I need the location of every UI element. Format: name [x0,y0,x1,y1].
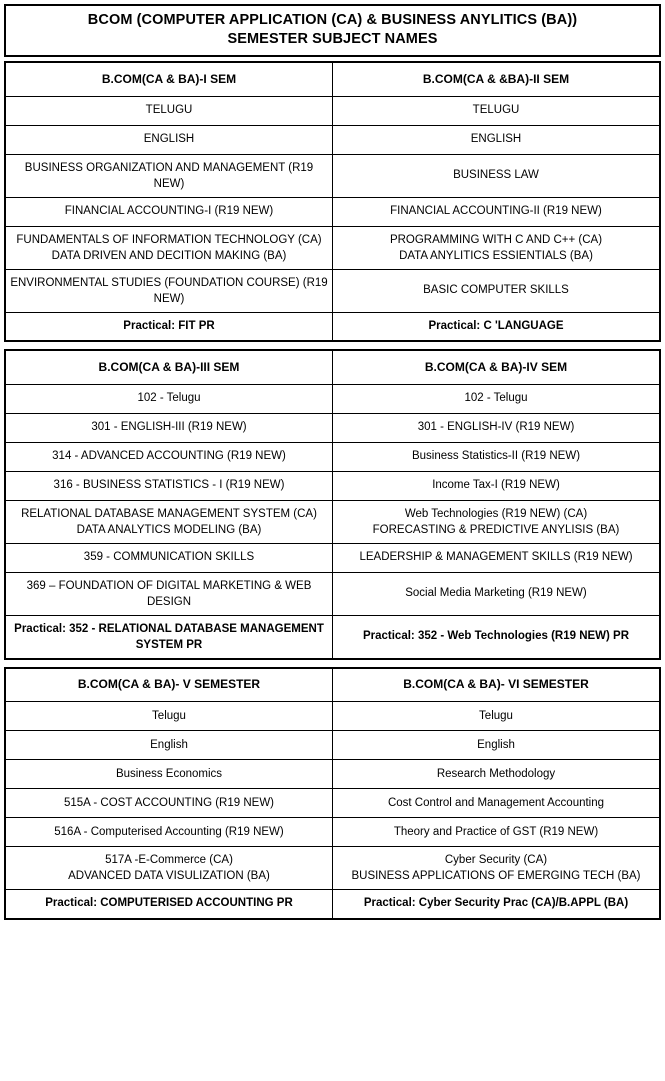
title-line-2: SEMESTER SUBJECT NAMES [227,31,438,47]
column-header: B.COM(CA & &BA)-II SEM [333,62,661,96]
subject-cell [5,847,333,890]
subject-cell [5,702,333,731]
subject-line: 314 - ADVANCED ACCOUNTING (R19 NEW) [52,450,286,462]
subject-line: ADVANCED DATA VISULIZATION (BA) [68,870,270,882]
subject-line: TELUGU [145,104,193,116]
subject-cell [5,125,333,154]
subject-line: Practical: 352 - Web Technologies (R19 NEW) PR [362,630,630,642]
table-header-row [5,62,660,96]
subject-line: FORECASTING & PREDICTIVE ANYLISIS (BA) [372,523,620,536]
subject-cell [5,197,333,226]
subject-cell [333,197,661,226]
subject-cell [333,890,661,919]
subject-line: NEW) [153,177,185,190]
subject-line: Practical: FIT PR [123,319,215,332]
subject-cell [5,384,333,413]
subject-line: TELUGU [472,104,520,116]
table-row [5,442,660,471]
table-row [5,125,660,154]
subject-line: 301 - ENGLISH-III (R19 NEW) [91,421,247,433]
subject-cell [333,818,661,847]
subject-cell [333,125,661,154]
subject-line: BUSINESS LAW [453,169,539,181]
column-header: B.COM(CA & BA)-IV SEM [333,350,661,384]
table-row [5,471,660,500]
subject-line: 515A - COST ACCOUNTING (R19 NEW) [63,796,275,809]
subject-line: 517A -E-Commerce (CA) [105,854,233,866]
subject-line: RELATIONAL DATABASE MANAGEMENT SYSTEM (CA) [21,507,317,520]
table-row [5,890,660,919]
subject-line: Practical: 352 - RELATIONAL DATABASE MANAGEMENT [14,622,324,635]
subject-line: PROGRAMMING WITH C AND C++ (CA) [389,233,603,246]
subject-cell [333,760,661,789]
subject-cell [5,500,333,543]
subject-line: Practical: COMPUTERISED ACCOUNTING PR [45,897,293,910]
subject-cell [333,572,661,615]
table-sem-1-2 [4,61,661,342]
table-header-row [5,350,660,384]
subject-cell [333,789,661,818]
subject-cell [5,818,333,847]
subject-cell [5,442,333,471]
subject-line: Telugu [152,709,186,722]
subject-line: Research Methodology [436,767,556,780]
table-row [5,789,660,818]
subject-cell [5,789,333,818]
subject-cell [333,96,661,125]
subject-cell [333,615,661,659]
subject-cell [333,847,661,890]
table-sem-5-6 [4,667,661,920]
subject-cell [5,760,333,789]
subject-cell [333,731,661,760]
subject-cell [5,269,333,312]
subject-line: DATA DRIVEN AND DECITION MAKING (BA) [51,249,287,262]
subject-line: Business Economics [115,767,223,780]
subject-line: FINANCIAL ACCOUNTING-I (R19 NEW) [64,205,274,217]
subject-line: 316 - BUSINESS STATISTICS - I (R19 NEW) [53,479,285,491]
subject-line: Business Statistics-II (R19 NEW) [411,450,581,462]
subject-line: English [477,738,515,751]
table-sem-3-4 [4,349,661,660]
table-row [5,96,660,125]
table-row [5,197,660,226]
table-row [5,543,660,572]
subject-line: 301 - ENGLISH-IV (R19 NEW) [417,421,575,433]
subject-cell [5,312,333,341]
subject-line: FUNDAMENTALS OF INFORMATION TECHNOLOGY (CA) [16,233,322,246]
subject-line: ENGLISH [470,133,522,145]
column-header: B.COM(CA & BA)-I SEM [5,62,333,96]
subject-line: 516A - Computerised Accounting (R19 NEW) [54,825,284,838]
subject-line: BUSINESS ORGANIZATION AND MANAGEMENT (R19 [24,161,314,174]
subject-line: LEADERSHIP & MANAGEMENT SKILLS (R19 NEW) [359,551,633,563]
subject-line: FINANCIAL ACCOUNTING-II (R19 NEW) [390,205,602,217]
subject-line: ENVIRONMENTAL STUDIES (FOUNDATION COURSE) (R19 [10,276,328,289]
subject-line: BUSINESS APPLICATIONS OF EMERGING TECH (BA) [351,870,641,882]
subject-cell [333,269,661,312]
subject-cell [5,226,333,269]
subject-line: 102 - Telugu [464,392,528,404]
subject-cell [5,471,333,500]
subject-line: DATA ANALYTICS MODELING (BA) [76,523,262,536]
subject-cell [5,543,333,572]
subject-cell [5,890,333,919]
subject-cell [5,413,333,442]
subject-cell [333,702,661,731]
subject-line: ENGLISH [143,133,195,145]
subject-line: Practical: C 'LANGUAGE [428,319,564,332]
table-row [5,500,660,543]
subject-line: Social Media Marketing (R19 NEW) [405,587,587,599]
subject-line: 102 - Telugu [137,392,201,404]
subject-line: Theory and Practice of GST (R19 NEW) [393,825,599,838]
subject-cell [333,312,661,341]
subject-cell [333,154,661,197]
column-header: B.COM(CA & BA)- VI SEMESTER [333,668,661,702]
subject-line: DATA ANYLITICS ESSIENTIALS (BA) [399,249,593,262]
subject-cell [5,154,333,197]
subject-cell [5,731,333,760]
subject-cell [5,96,333,125]
subject-line: SYSTEM PR [135,638,203,651]
table-row [5,384,660,413]
subject-line: English [150,738,188,751]
subject-line: 369 – FOUNDATION OF DIGITAL MARKETING & WEB [26,579,312,592]
column-header: B.COM(CA & BA)- V SEMESTER [5,668,333,702]
table-row [5,312,660,341]
subject-cell [333,500,661,543]
semester-tables [4,61,661,920]
table-row [5,226,660,269]
subject-line: Practical: Cyber Security Prac (CA)/B.APPL (BA) [363,897,629,910]
subject-cell [333,543,661,572]
column-header: B.COM(CA & BA)-III SEM [5,350,333,384]
subject-cell [5,615,333,659]
table-row [5,702,660,731]
table-row [5,572,660,615]
subject-cell [333,226,661,269]
subject-cell [333,442,661,471]
subject-cell [5,572,333,615]
subject-cell [333,384,661,413]
table-row [5,818,660,847]
subject-line: Cost Control and Management Accounting [387,796,605,809]
title-line-1: BCOM (COMPUTER APPLICATION (CA) & BUSINESS ANYLITICS (BA)) [87,12,578,28]
subject-cell [333,413,661,442]
table-row [5,760,660,789]
subject-line: NEW) [153,292,185,305]
table-row [5,154,660,197]
table-row [5,269,660,312]
table-row [5,413,660,442]
subject-line: Cyber Security (CA) [444,854,548,866]
subject-line: DESIGN [146,595,192,608]
subject-line: BASIC COMPUTER SKILLS [423,284,569,296]
subject-line: Web Technologies (R19 NEW) (CA) [404,507,588,520]
subject-cell [333,471,661,500]
subject-line: 359 - COMMUNICATION SKILLS [83,551,255,563]
table-row [5,847,660,890]
table-row [5,615,660,659]
subject-line: Income Tax-I (R19 NEW) [432,479,560,491]
document-title [4,4,661,57]
table-row [5,731,660,760]
subject-line: Telugu [479,709,513,722]
table-header-row [5,668,660,702]
